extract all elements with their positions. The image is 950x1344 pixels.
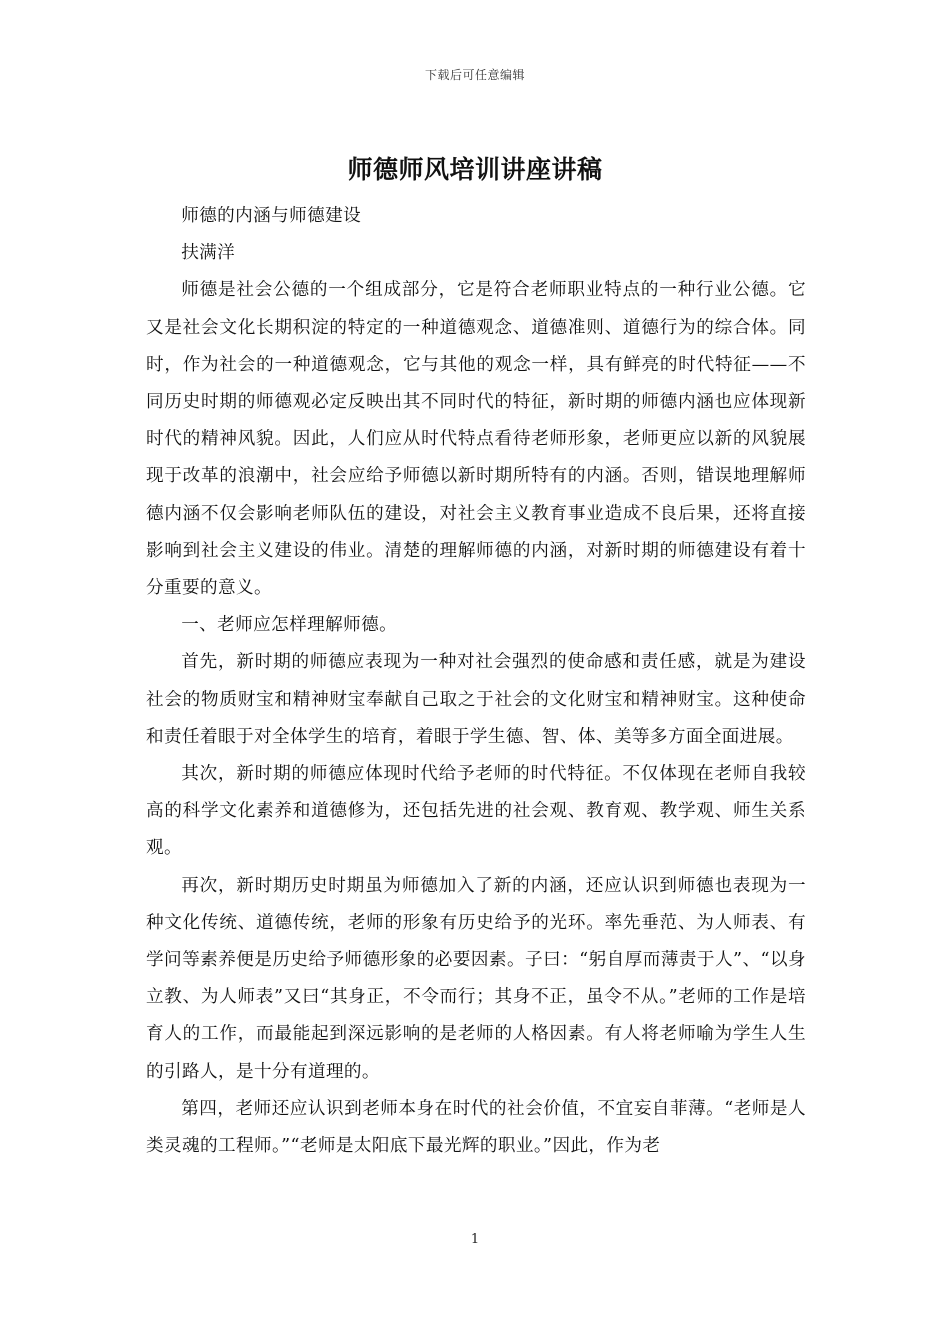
document-subtitle: 师德的内涵与师德建设 bbox=[181, 206, 362, 226]
document-title: 师德师风培训讲座讲稿 bbox=[347, 155, 603, 184]
section-heading: 一、老师应怎样理解师德。 bbox=[181, 615, 398, 636]
paragraph: 再次，新时期历史时期虽为师德加入了新的内涵，还应认识到师德也表现为一种文化传统、道德传统，老师的形象有历史给予的光环。率先垂范、为人师表、有学问等素养便是历史给予师德形象的必要因素。子曰：“躬自厚而薄责于人”、“以身立教、为人师表”又曰“其身正，不令而行；其身不正，虽令不从。”老师的工作是培育人的工作，而最能起到深远影响的是老师的人格因素。有人将老师喻为学生人生的引路人，是十分有道理的。 bbox=[146, 875, 806, 1082]
paragraph: 第四，老师还应认识到老师本身在时代的社会价值，不宜妄自菲薄。“老师是人类灵魂的工程师。”“老师是太阳底下最光辉的职业。”因此，作为老 bbox=[146, 1098, 806, 1157]
paragraph: 其次，新时期的师德应体现时代给予老师的时代特征。不仅体现在老师自我较高的科学文化素养和道德修为，还包括先进的社会观、教育观、教学观、师生关系观。 bbox=[146, 764, 806, 859]
document-body bbox=[146, 198, 806, 1165]
paragraph: 首先，新时期的师德应表现为一种对社会强烈的使命感和责任感，就是为建设社会的物质财宝和精神财宝奉献自己取之于社会的文化财宝和精神财宝。这种使命和责任着眼于对全体学生的培育，着眼于学生德、智、体、美等多方面全面进展。 bbox=[146, 652, 806, 747]
page-header-note: 下载后可任意编辑 bbox=[424, 68, 525, 82]
document-author: 扶满洋 bbox=[181, 243, 236, 264]
paragraph: 师德是社会公德的一个组成部分，它是符合老师职业特点的一种行业公德。它又是社会文化长期积淀的特定的一种道德观念、道德准则、道德行为的综合体。同时，作为社会的一种道德观念，它与其他的观念一样，具有鲜亮的时代特征——不同历史时期的师德观必定反映出其不同时代的特征，新时期的师德内涵也应体现新时代的精神风貌。因此，人们应从时代特点看待老师形象，老师更应以新的风貌展现于改革的浪潮中，社会应给予师德以新时期所特有的内涵。否则，错误地理解师德内涵不仅会影响老师队伍的建设，对社会主义教育事业造成不良后果，还将直接影响到社会主义建设的伟业。清楚的理解师德的内涵，对新时期的师德建设有着十分重要的意义。 bbox=[146, 280, 806, 599]
page-number: 1 bbox=[470, 1232, 480, 1247]
